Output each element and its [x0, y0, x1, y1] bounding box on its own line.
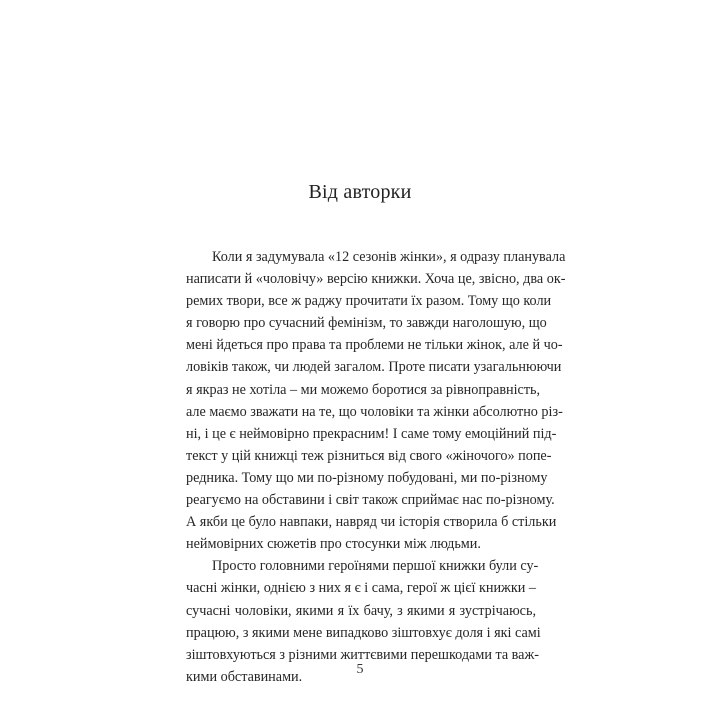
text-line: зіштовхуються з різними життєвими перешкодами та важ-	[186, 646, 540, 663]
text-line: текст у цій книжці теж різниться від свого «жіночого» попе-	[186, 447, 552, 464]
text-line: Просто головними героїнями першої книжки були су-	[212, 558, 539, 575]
text-line: редника. Тому що ми по-різному побудовані, ми по-різному	[186, 469, 548, 486]
text-line: ловіків також, чи людей загалом. Проте писати узагальнюючи	[186, 359, 562, 376]
text-line: кими обставинами.	[186, 668, 303, 685]
text-line: А якби це було навпаки, навряд чи історія створила б стільки	[186, 514, 557, 531]
text-line: працюю, з якими мене випадково зіштовхує доля і які самі	[186, 624, 541, 641]
chapter-title: Від авторки	[308, 181, 412, 203]
text-line: часні жінки, однією з них я є і сама, герої ж цієї книжки –	[186, 580, 536, 597]
text-line: Коли я задумувала «12 сезонів жінки», я одразу планувала	[212, 249, 566, 265]
text-line: мені йдеться про права та проблеми не тільки жінок, але й чо-	[186, 337, 563, 354]
text-line: сучасні чоловіки, якими я їх бачу, з якими я зустрічаюсь,	[186, 602, 536, 619]
body-text	[186, 246, 566, 688]
text-line: я говорю про сучасний фемінізм, то завжди наголошую, що	[186, 315, 547, 332]
text-line: ні, і це є неймовірно прекрасним! І саме тому емоційний під-	[186, 425, 557, 442]
text-line: написати й «чоловічу» версію книжки. Хоча це, звісно, два ок-	[186, 271, 566, 288]
text-line: реагуємо на обставини і світ також сприймає нас по-різному.	[186, 492, 555, 509]
page-number: 5	[356, 662, 364, 677]
paragraph-1	[186, 246, 566, 555]
text-line: ремих твори, все ж раджу прочитати їх разом. Тому що коли	[186, 293, 552, 310]
text-line: неймовірних сюжетів про стосунки між людьми.	[186, 536, 481, 553]
text-line: але маємо зважати на те, що чоловіки та жінки абсолютно різ-	[186, 403, 563, 420]
text-line: я якраз не хотіла – ми можемо боротися за рівноправність,	[186, 381, 541, 398]
